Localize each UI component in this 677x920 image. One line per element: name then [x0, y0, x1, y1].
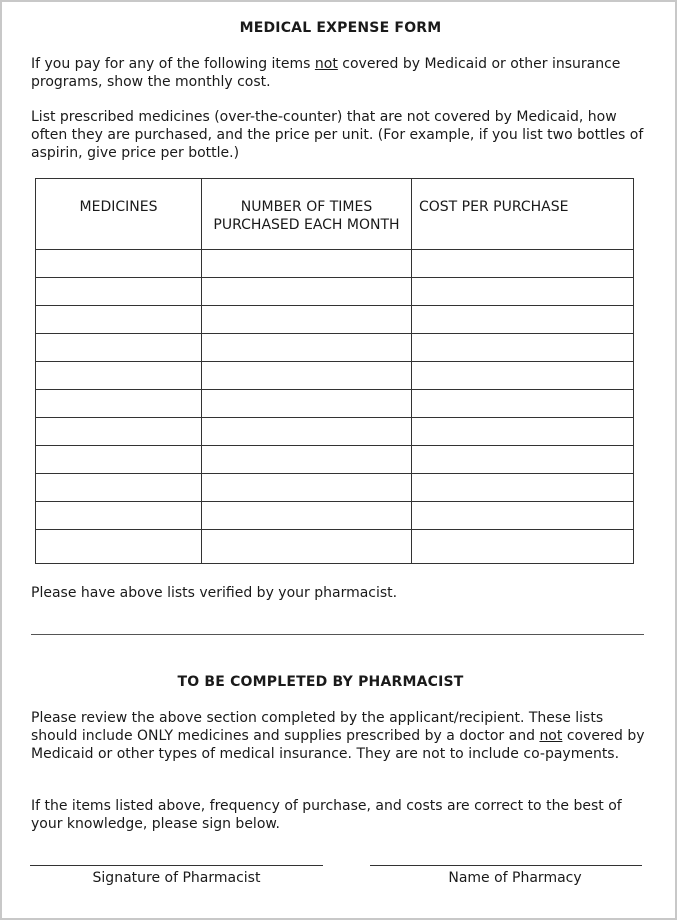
sign-instructions: If the items listed above, frequency of purchase, and costs are correct to the best of your knowledge, please sign below. — [31, 798, 622, 832]
cost-cell[interactable] — [412, 334, 634, 362]
times-purchased-cell[interactable] — [202, 306, 412, 334]
verify-note: Please have above lists verified by your pharmacist. — [31, 585, 398, 601]
cost-cell[interactable] — [412, 474, 634, 502]
review-text-start: Please review the above section completed by the applicant/recipient. These lists should include ONLY medicines and supplies prescribed by a doctor and — [31, 710, 604, 744]
medicine-cell[interactable] — [36, 530, 202, 564]
cost-cell[interactable] — [412, 250, 634, 278]
table-row — [36, 446, 634, 474]
signature-line[interactable] — [30, 865, 323, 866]
cost-cell[interactable] — [412, 446, 634, 474]
table-row — [36, 362, 634, 390]
table-row — [36, 502, 634, 530]
pharmacy-name-line[interactable] — [370, 865, 642, 866]
medicine-cell[interactable] — [36, 418, 202, 446]
table-header-row — [36, 179, 634, 250]
cost-cell[interactable] — [412, 530, 634, 564]
times-purchased-cell[interactable] — [202, 474, 412, 502]
medicine-cell[interactable] — [36, 362, 202, 390]
column-header-times-purchased: NUMBER OF TIMES PURCHASED EACH MONTH — [202, 179, 412, 250]
intro-text-end: covered by Medicaid or other insurance programs, show the monthly cost. — [31, 56, 621, 90]
medicine-cell[interactable] — [36, 390, 202, 418]
table-row — [36, 306, 634, 334]
medicine-cell[interactable] — [36, 502, 202, 530]
table-row — [36, 474, 634, 502]
table-row — [36, 278, 634, 306]
signature-label: Signature of Pharmacist — [92, 870, 261, 886]
pharmacy-name-label: Name of Pharmacy — [448, 870, 582, 886]
column-header-cost: COST PER PURCHASE — [412, 179, 634, 250]
review-paragraph — [31, 709, 651, 763]
section-divider — [31, 634, 644, 635]
review-text-end: covered by Medicaid or other types of medical insurance. They are not to include co-payments. — [31, 728, 645, 762]
times-purchased-cell[interactable] — [202, 446, 412, 474]
table-row — [36, 418, 634, 446]
medicine-cell[interactable] — [36, 334, 202, 362]
pharmacist-section-heading: TO BE COMPLETED BY PHARMACIST — [177, 674, 464, 690]
medicine-cell[interactable] — [36, 306, 202, 334]
times-purchased-cell[interactable] — [202, 530, 412, 564]
times-purchased-cell[interactable] — [202, 334, 412, 362]
times-purchased-cell[interactable] — [202, 390, 412, 418]
medicines-table — [35, 178, 634, 564]
cost-cell[interactable] — [412, 278, 634, 306]
times-purchased-cell[interactable] — [202, 362, 412, 390]
form-title: MEDICAL EXPENSE FORM — [239, 20, 442, 36]
review-emphasis: not — [539, 728, 563, 744]
medicine-cell[interactable] — [36, 446, 202, 474]
times-purchased-cell[interactable] — [202, 418, 412, 446]
intro-paragraph — [31, 55, 651, 91]
cost-cell[interactable] — [412, 362, 634, 390]
cost-cell[interactable] — [412, 418, 634, 446]
times-purchased-cell[interactable] — [202, 278, 412, 306]
table-row — [36, 390, 634, 418]
medicine-cell[interactable] — [36, 474, 202, 502]
times-purchased-cell[interactable] — [202, 502, 412, 530]
medicine-cell[interactable] — [36, 250, 202, 278]
medicine-cell[interactable] — [36, 278, 202, 306]
cost-cell[interactable] — [412, 306, 634, 334]
cost-cell[interactable] — [412, 390, 634, 418]
column-header-medicines: MEDICINES — [36, 179, 202, 250]
times-purchased-cell[interactable] — [202, 250, 412, 278]
table-row — [36, 250, 634, 278]
instructions-paragraph: List prescribed medicines (over-the-counter) that are not covered by Medicaid, how often they are purchased, and the price per unit. (For example, if you list two bottles of aspirin, give price per bottle.) — [31, 109, 644, 161]
table-row — [36, 334, 634, 362]
table-row — [36, 530, 634, 564]
intro-emphasis: not — [314, 56, 338, 72]
intro-text-start: If you pay for any of the following items — [31, 56, 315, 72]
cost-cell[interactable] — [412, 502, 634, 530]
